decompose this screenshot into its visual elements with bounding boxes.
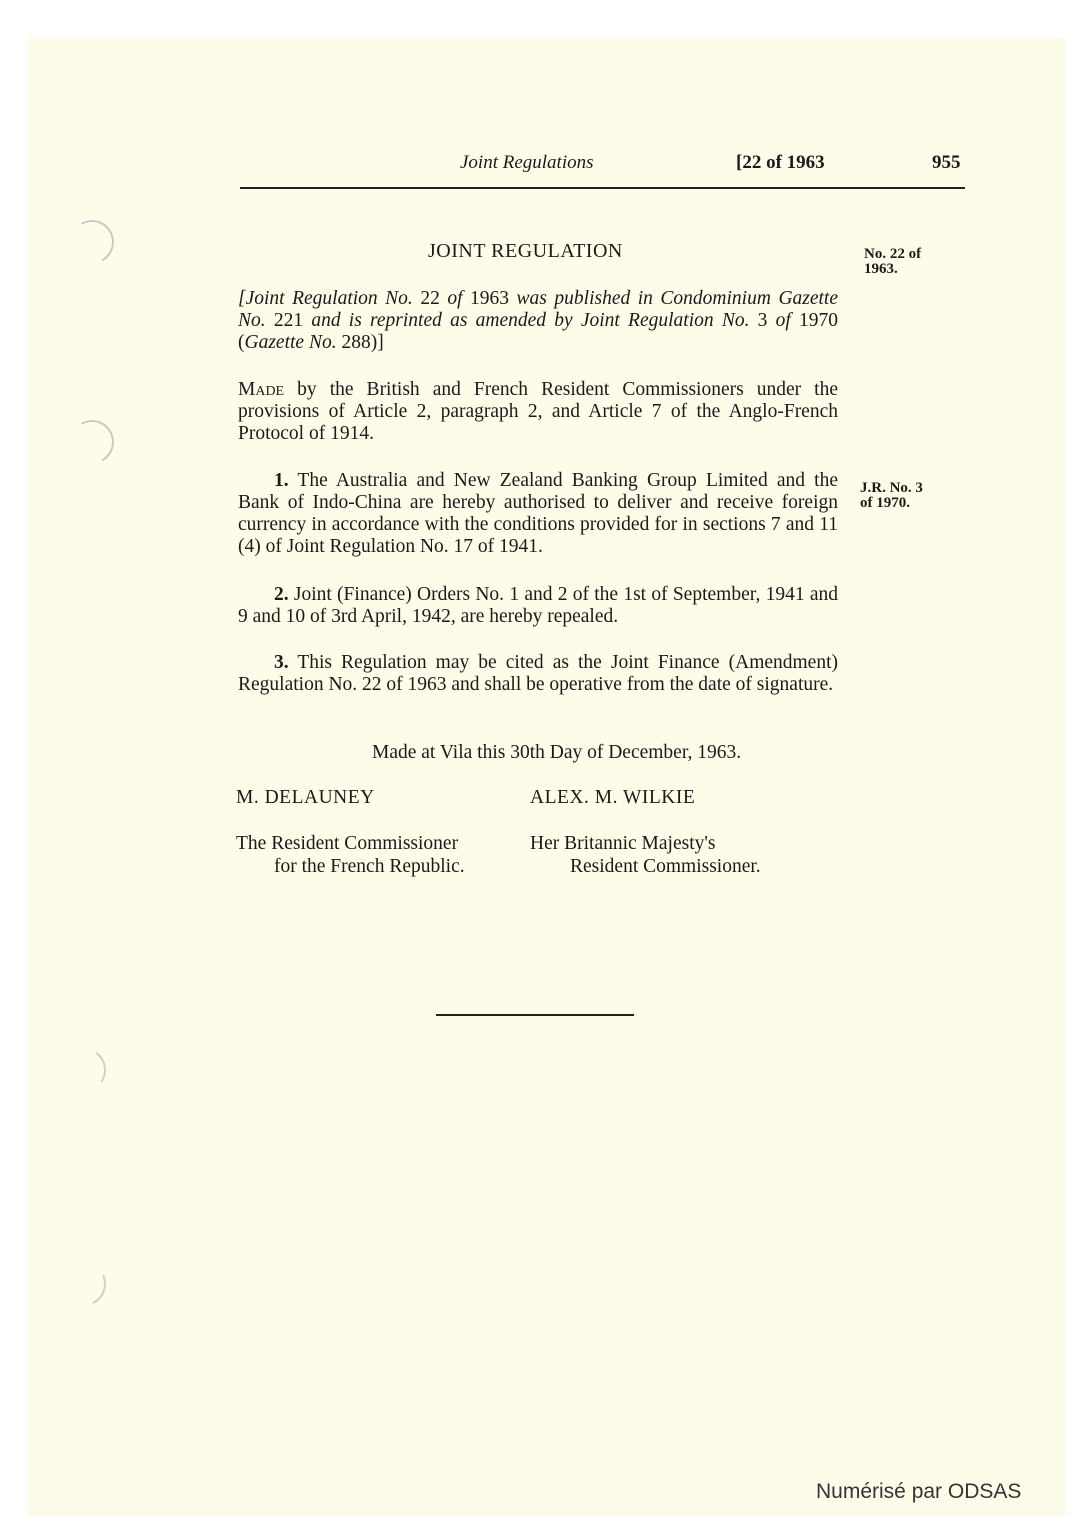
- enacting-text: by the British and French Resident Commissioners under the provisions of Article 2, paragraph 2, and Article 7 of the Anglo-French Protocol of 1914.: [238, 379, 838, 444]
- role-line: The Resident Commissioner: [236, 833, 459, 854]
- margin-note-title: [864, 247, 954, 277]
- section-1: [238, 470, 838, 558]
- enacting-clause: [238, 379, 838, 445]
- section-3: [238, 652, 838, 696]
- intro-text: [: [238, 288, 246, 309]
- margin-note-line: 1963.: [864, 261, 898, 277]
- intro-text: was published in Condominium Gazette No.: [238, 288, 839, 331]
- margin-note-line: No. 22 of: [864, 246, 922, 262]
- intro-text: 1970 (: [238, 310, 839, 353]
- section-number: 1.: [274, 470, 289, 491]
- section-text: The Australia and New Zealand Banking Group Limited and the Bank of Indo-China are hereby authorised to deliver and receive foreign currency in accordance with the conditions provided for in sections 7 and 11 (4) of Joint Regulation No. 17 of 1941.: [238, 470, 838, 557]
- regulation-reference: [22 of 1963: [736, 152, 825, 173]
- role-british: [530, 832, 761, 878]
- section-text: Joint (Finance) Orders No. 1 and 2 of the 1st of September, 1941 and 9 and 10 of 3rd April, 1942, are hereby repealed.: [238, 584, 838, 627]
- section-number: 3.: [274, 652, 289, 673]
- page-number: 955: [932, 152, 961, 173]
- intro-text: 1963: [462, 288, 517, 309]
- document-title: JOINT REGULATION: [428, 240, 623, 262]
- running-title: Joint Regulations: [460, 152, 594, 173]
- enacting-lead: Made: [238, 379, 285, 400]
- intro-text: Gazette No.: [244, 332, 337, 353]
- margin-note-section-1: [860, 481, 952, 511]
- intro-text: of: [775, 310, 791, 331]
- section-2: [238, 584, 838, 628]
- intro-note: [238, 288, 838, 354]
- intro-text: Joint Regulation No.: [245, 288, 413, 309]
- intro-text: 221: [265, 310, 312, 331]
- section-number: 2.: [274, 584, 289, 605]
- made-at-line: Made at Vila this 30th Day of December, 1963.: [372, 742, 742, 763]
- intro-text: 288)]: [336, 332, 384, 353]
- margin-note-line: J.R. No. 3: [860, 480, 923, 496]
- intro-text: 22: [412, 288, 448, 309]
- intro-text: and is reprinted as amended by Joint Regulation No.: [311, 310, 750, 331]
- signatory-british: ALEX. M. WILKIE: [530, 787, 696, 808]
- margin-note-line: of 1970.: [860, 495, 910, 511]
- role-line: Her Britannic Majesty's: [530, 833, 716, 854]
- signatory-french: M. DELAUNEY: [236, 787, 375, 808]
- role-french: [236, 832, 465, 878]
- header-rule: [240, 187, 965, 189]
- scan-watermark: Numérisé par ODSAS: [816, 1480, 1022, 1503]
- section-text: This Regulation may be cited as the Joint Finance (Amendment) Regulation No. 22 of 1963 and shall be operative from the date of signature.: [238, 652, 838, 695]
- role-line: for the French Republic.: [274, 856, 465, 877]
- intro-text: 3: [749, 310, 776, 331]
- end-rule: [436, 1014, 634, 1016]
- intro-text: of: [447, 288, 463, 309]
- role-line: Resident Commissioner.: [570, 856, 761, 877]
